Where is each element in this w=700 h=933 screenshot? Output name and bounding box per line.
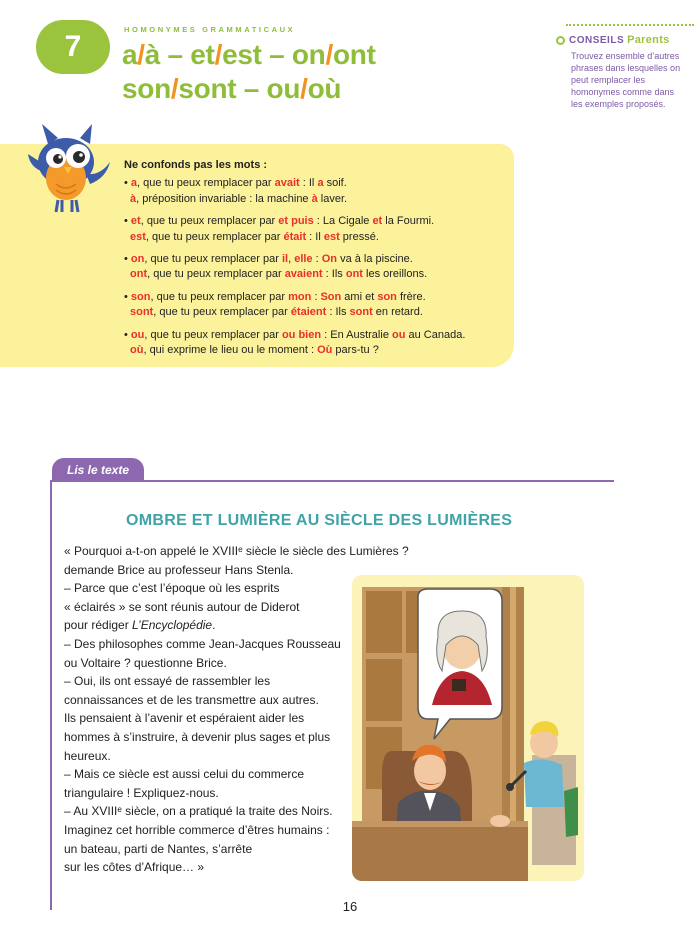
rule-text: : Ils bbox=[326, 306, 350, 319]
reading-line bbox=[64, 616, 354, 635]
rule-text: : Il bbox=[299, 177, 318, 190]
rule-text: , que tu peux remplacer par bbox=[147, 268, 285, 281]
highlighted-word: et puis bbox=[278, 215, 314, 228]
rule-text: • bbox=[124, 215, 131, 228]
read-section-tab-label: Lis le texte bbox=[66, 463, 130, 477]
title-separator: / bbox=[137, 39, 145, 70]
highlighted-word: son bbox=[377, 290, 397, 303]
lesson-title-line-1 bbox=[122, 38, 376, 72]
title-word: et bbox=[190, 39, 215, 70]
highlighted-word: sont bbox=[130, 306, 154, 319]
reading-line: Imaginez cet horrible commerce d’êtres humains : bbox=[64, 822, 330, 837]
highlighted-word: avait bbox=[274, 177, 300, 190]
rule-text: en retard. bbox=[372, 306, 423, 319]
title-word: on bbox=[291, 39, 326, 70]
title-word: ou bbox=[266, 73, 301, 104]
parent-tips-body: Trouvez ensemble d’autres phrases dans lesquelles on peut remplacer les homonymes comme dans les exemples proposés. bbox=[571, 51, 681, 109]
rule-line bbox=[124, 230, 465, 245]
reading-line: hommes à s’instruire, à devenir plus sages et plus bbox=[64, 729, 331, 744]
rule-item bbox=[124, 252, 465, 283]
rule-text: au Canada. bbox=[405, 328, 466, 341]
reading-text bbox=[64, 542, 409, 877]
title-word: sont bbox=[178, 73, 237, 104]
lesson-number: 7 bbox=[64, 30, 82, 63]
reading-line: – Mais ce siècle est aussi celui du commerce bbox=[64, 767, 305, 782]
page-number: 16 bbox=[342, 899, 358, 914]
rule-text: , qui exprime le lieu ou le moment : bbox=[143, 344, 318, 357]
rule-text: : La Cigale bbox=[313, 215, 373, 228]
rules-items bbox=[124, 176, 465, 358]
highlighted-word: on bbox=[130, 253, 145, 266]
rule-text: , que tu peux remplacer par bbox=[144, 328, 282, 341]
highlighted-word: ou bbox=[392, 328, 406, 341]
rule-line bbox=[124, 192, 465, 207]
rule-text: : Il bbox=[306, 230, 324, 243]
reading-line: – Des philosophes comme Jean-Jacques Rousseau bbox=[64, 636, 341, 651]
lesson-number-badge bbox=[36, 20, 110, 74]
reading-line: – Au XVIIIᵉ siècle, on a pratiqué la traite des Noirs. bbox=[64, 804, 333, 819]
rule-line bbox=[124, 267, 465, 282]
reading-line: triangulaire ! Expliquez-nous. bbox=[64, 785, 219, 800]
rule-text: , que tu peux remplacer par bbox=[140, 215, 279, 228]
reading-fragment: . bbox=[212, 618, 216, 633]
reading-line: « Pourquoi a-t-on appelé le XVIIIᵉ siècle le siècle des Lumières ? bbox=[64, 544, 409, 558]
title-separator: / bbox=[170, 73, 179, 104]
owl-mascot-icon bbox=[26, 122, 112, 214]
highlighted-word: a bbox=[317, 177, 324, 190]
rule-text: laver. bbox=[317, 192, 348, 205]
parent-tips-title: CONSEILS bbox=[569, 34, 625, 46]
reading-line: « éclairés » se sont réunis autour de Diderot bbox=[64, 599, 300, 614]
rule-text: • bbox=[124, 253, 131, 266]
lesson-kicker: HOMONYMES GRAMMATICAUX bbox=[124, 25, 296, 34]
reading-line: connaissances et de les transmettre aux autres. bbox=[64, 692, 319, 707]
rule-text: pars-tu ? bbox=[332, 344, 379, 357]
rule-text: • bbox=[124, 177, 131, 190]
rule-item bbox=[124, 214, 465, 245]
title-word: son bbox=[122, 73, 171, 104]
read-section-border bbox=[50, 480, 52, 910]
highlighted-word: et bbox=[372, 215, 383, 228]
rules-intro: Ne confonds pas les mots : bbox=[124, 159, 268, 171]
reading-line: demande Brice au professeur Hans Stenla. bbox=[64, 562, 294, 577]
highlighted-word: à bbox=[311, 192, 318, 205]
read-section-tab bbox=[52, 458, 144, 482]
rule-text: • bbox=[124, 328, 131, 341]
highlighted-word: est bbox=[323, 230, 340, 243]
reading-line: un bateau, parti de Nantes, s’arrête bbox=[64, 841, 253, 856]
rule-text: • bbox=[124, 290, 131, 303]
highlighted-word: ont bbox=[345, 268, 363, 281]
rule-text: , que tu peux remplacer par bbox=[144, 253, 282, 266]
title-separator: – bbox=[261, 39, 292, 70]
title-word: est bbox=[222, 39, 262, 70]
reading-line: – Parce que c’est l’époque où les esprits bbox=[64, 581, 280, 596]
rule-text: soif. bbox=[323, 177, 347, 190]
reading-line: heureux. bbox=[64, 748, 111, 763]
reading-line: – Oui, ils ont essayé de rassembler les bbox=[64, 674, 271, 689]
highlighted-word: ont bbox=[130, 268, 148, 281]
title-separator: / bbox=[300, 73, 308, 104]
rule-line bbox=[124, 176, 465, 191]
rule-item bbox=[124, 176, 465, 207]
lesson-title-line-2 bbox=[122, 72, 376, 106]
highlighted-word: étaient bbox=[290, 306, 327, 319]
rules-list bbox=[124, 158, 465, 365]
title-separator: / bbox=[214, 39, 223, 70]
reading-line: sur les côtes d’Afrique… » bbox=[64, 860, 205, 875]
rule-line bbox=[124, 214, 465, 229]
highlighted-word: avaient bbox=[284, 268, 323, 281]
rule-text: , que tu peux remplacer par bbox=[145, 230, 284, 243]
parent-tips bbox=[556, 24, 694, 110]
highlighted-word: son bbox=[130, 290, 151, 303]
rule-text: , préposition invariable : la machine bbox=[136, 192, 312, 205]
rule-text: , que tu peux remplacer par bbox=[150, 290, 289, 303]
highlighted-word: à bbox=[130, 192, 137, 205]
title-word: à bbox=[144, 39, 161, 70]
highlighted-word: il bbox=[281, 253, 289, 266]
highlighted-word: ou bbox=[130, 328, 145, 341]
rule-text: : bbox=[311, 290, 321, 303]
rule-item bbox=[124, 328, 465, 359]
parent-tips-header bbox=[566, 24, 694, 46]
highlighted-word: et bbox=[130, 215, 141, 228]
rule-text: les oreillons. bbox=[362, 268, 428, 281]
reading-fragment: pour rédiger bbox=[64, 618, 133, 633]
highlighted-word: ou bien bbox=[281, 328, 322, 341]
rule-text: frère. bbox=[396, 290, 426, 303]
rule-text: la Fourmi. bbox=[382, 215, 435, 228]
illustration-professor-and-boy bbox=[352, 575, 584, 881]
rule-text: : En Australie bbox=[321, 328, 392, 341]
title-word: a bbox=[122, 39, 138, 70]
highlighted-word: Où bbox=[317, 344, 333, 357]
highlighted-word: On bbox=[321, 253, 338, 266]
rule-line bbox=[124, 290, 465, 305]
lesson-title bbox=[122, 38, 376, 106]
rule-text: pressé. bbox=[339, 230, 379, 243]
title-separator: – bbox=[160, 39, 191, 70]
rule-line bbox=[124, 328, 465, 343]
rule-text: : bbox=[312, 253, 322, 266]
bullet-circle-icon bbox=[556, 36, 565, 45]
rule-text: ami et bbox=[341, 290, 378, 303]
title-word: ont bbox=[332, 39, 376, 70]
highlighted-word: mon bbox=[288, 290, 312, 303]
rule-line bbox=[124, 252, 465, 267]
highlighted-word: Son bbox=[320, 290, 342, 303]
highlighted-word: elle bbox=[294, 253, 313, 266]
rule-line bbox=[124, 305, 465, 320]
rule-line bbox=[124, 343, 465, 358]
rule-text: : Ils bbox=[322, 268, 346, 281]
rule-text: va à la piscine. bbox=[337, 253, 413, 266]
reading-line: ou Voltaire ? questionne Brice. bbox=[64, 655, 227, 670]
rule-text: , bbox=[288, 253, 295, 266]
reading-title: OMBRE ET LUMIÈRE AU SIÈCLE DES LUMIÈRES bbox=[126, 512, 513, 529]
title-separator: – bbox=[236, 73, 267, 104]
rule-text: , que tu peux remplacer par bbox=[153, 306, 291, 319]
highlighted-word: était bbox=[283, 230, 307, 243]
rule-item bbox=[124, 290, 465, 321]
title-word: où bbox=[307, 73, 342, 104]
highlighted-word: où bbox=[130, 344, 144, 357]
read-section-rule bbox=[52, 480, 614, 482]
reading-line: Ils pensaient à l’avenir et espéraient aider les bbox=[64, 711, 305, 726]
title-separator: / bbox=[325, 39, 333, 70]
rule-text: , que tu peux remplacer par bbox=[137, 177, 275, 190]
parent-tips-title-parents: Parents bbox=[627, 34, 670, 46]
highlighted-word: est bbox=[130, 230, 146, 243]
reading-fragment: L’Encyclopédie bbox=[132, 618, 213, 633]
highlighted-word: a bbox=[130, 177, 138, 190]
highlighted-word: sont bbox=[349, 306, 373, 319]
